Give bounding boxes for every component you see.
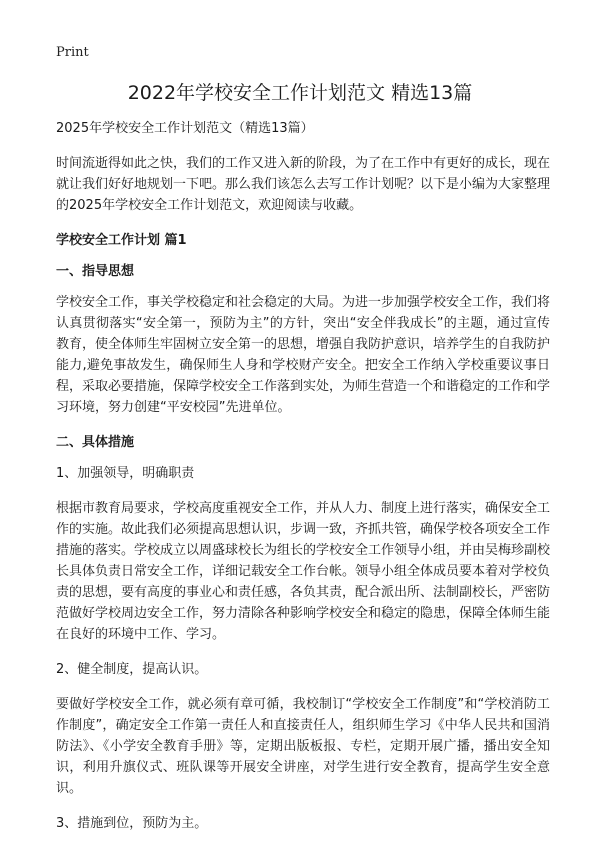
item-heading-prevention: 3、措施到位，预防为主。 xyxy=(56,816,208,831)
section-heading-guiding-ideology: 一、指导思想 xyxy=(56,264,135,279)
item-paragraph-leadership: 根据市教育局要求，学校高度重视安全工作，并从人力、制度上进行落实，确保安全工作的实施。故此我们必须提高思想认识，步调一致，齐抓共管，确保学校各项安全工作措施的落实。学校成立以周盛球校长为组长的学校安全工作领导小组，并由吴梅珍副校长具体负责日常安全工作，详细记载安全工作台帐。领导小组全体成员要本着对学校负责的思想，要有高度的事业心和责任感，各负其责，配合派出所、法制副校长，严密防范做好学校周边安全工作，努力清除各种影响学校安全和稳定的隐患，保障全体师生能在良好的环境中工作、学习。 xyxy=(56,501,551,642)
item-paragraph-systems: 要做好学校安全工作，就必须有章可循，我校制订“学校安全工作制度”和“学校消防工作制度”，确定安全工作第一责任人和直接责任人，组织师生学习《中华人民共和国消防法》、《小学安全教育手册》等，定期出版板报、专栏，定期开展广播，播出安全知识，利用升旗仪式、班队课等开展安全讲座，对学生进行安全教育，提高学生安全意识。 xyxy=(56,697,550,796)
item-heading-systems: 2、健全制度，提高认识。 xyxy=(56,662,208,677)
article-heading: 学校安全工作计划 篇1 xyxy=(56,233,187,248)
document-subtitle: 2025年学校安全工作计划范文（精选13篇） xyxy=(56,121,314,136)
intro-paragraph: 时间流逝得如此之快，我们的工作又进入新的阶段，为了在工作中有更好的成长，现在就让我们好好地规划一下吧。那么我们该怎么去写工作计划呢？以下是小编为大家整理的2025年学校安全工作计划范文，欢迎阅读与收藏。 xyxy=(56,156,551,213)
item-heading-leadership: 1、加强领导，明确职责 xyxy=(56,466,195,481)
section-heading-specific-measures: 二、具体措施 xyxy=(56,435,135,450)
print-link[interactable]: Print xyxy=(56,45,89,60)
document-body xyxy=(56,118,550,848)
section-paragraph-guiding-ideology: 学校安全工作，事关学校稳定和社会稳定的大局。为进一步加强学校安全工作，我们将认真贯彻落实“安全第一，预防为主”的方针，突出“安全伴我成长”的主题，通过宣传教育，使全体师生牢固树立安全第一的思想，增强自我防护意识，培养学生的自我防护能力,避免事故发生，确保师生人身和学校财产安全。把安全工作纳入学校重要议事日程，采取必要措施，保障学校安全工作落到实处，为师生营造一个和谐稳定的工作和学习环境，努力创建“平安校园”先进单位。 xyxy=(56,295,551,415)
page-title: 2022年学校安全工作计划范文 精选13篇 xyxy=(127,82,473,104)
